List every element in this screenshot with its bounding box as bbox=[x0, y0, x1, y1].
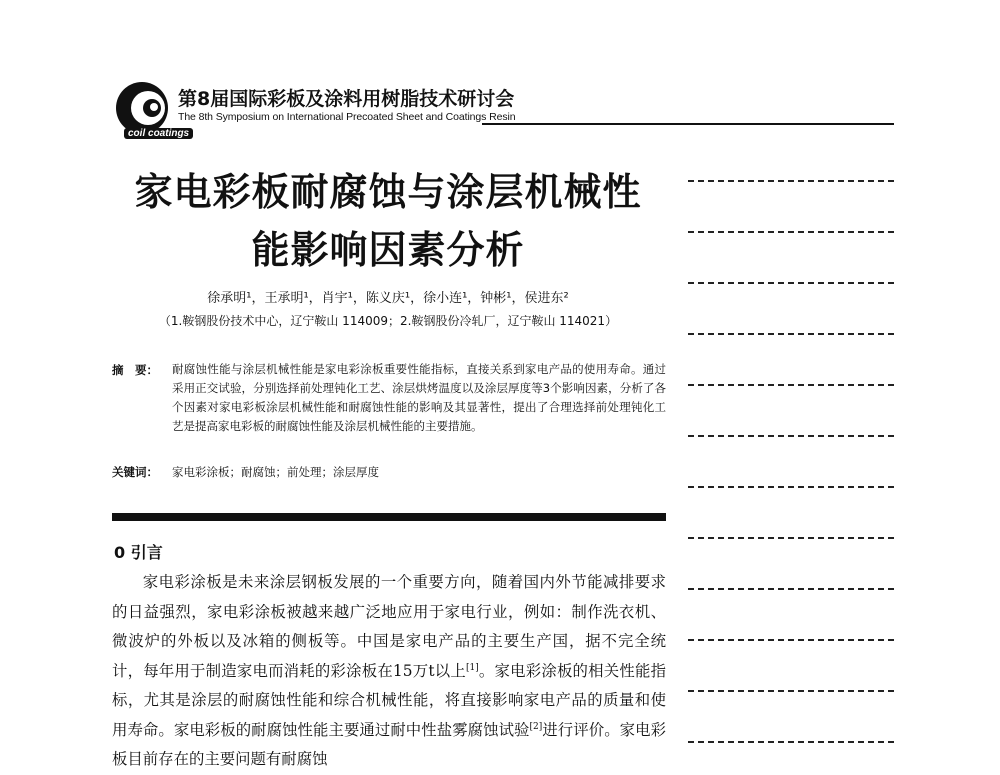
abstract-text: 耐腐蚀性能与涂层机械性能是家电彩涂板重要性能指标，直接关系到家电产品的使用寿命。通过采用正交试验，分别选择前处理钝化工艺、涂层烘烤温度以及涂层厚度等3个影响因素，分析了各个因素对家电彩板涂层机械性能和耐腐蚀性能的影响及其显著性，提出了合理选择前处理钝化工艺是提高家电彩板的耐腐蚀性能及涂层机械性能的主要措施。 bbox=[172, 362, 666, 433]
note-line bbox=[688, 282, 894, 284]
note-line bbox=[688, 384, 894, 386]
body-text-part-3: 进行评价。家电彩板目前存在的主要问题有耐腐蚀 bbox=[112, 720, 666, 768]
note-line bbox=[688, 333, 894, 335]
keywords-text: 家电彩涂板；耐腐蚀；前处理；涂层厚度 bbox=[172, 465, 379, 479]
abstract-label: 摘 要： bbox=[112, 363, 158, 377]
body-text-part-2: 。家电彩涂板的相关性能指标，尤其是涂层的耐腐蚀性能和综合机械性能，将直接影响家电产品的质量和使用寿命。家电彩板的耐腐蚀性能主要通过耐中性盐雾腐蚀试验 bbox=[112, 661, 666, 739]
title-line-1: 家电彩板耐腐蚀与涂层机械性 bbox=[134, 170, 642, 214]
body-paragraph bbox=[112, 568, 666, 775]
note-line bbox=[688, 588, 894, 590]
note-line bbox=[688, 486, 894, 488]
symposium-title-cn: 第8届国际彩板及涂料用树脂技术研讨会 bbox=[178, 88, 515, 110]
authors: 徐承明¹，王承明¹，肖宇¹，陈义庆¹，徐小连¹，钟彬¹，侯进东² bbox=[207, 291, 569, 306]
note-line bbox=[688, 231, 894, 233]
note-line bbox=[688, 741, 894, 743]
citation-ref-2[interactable]: [2] bbox=[529, 721, 543, 732]
title-line-2: 能影响因素分析 bbox=[251, 228, 525, 272]
keywords-label: 关键词： bbox=[112, 465, 158, 479]
note-line bbox=[688, 639, 894, 641]
affiliations: （1.鞍钢股份技术中心，辽宁鞍山 114009；2.鞍钢股份冷轧厂，辽宁鞍山 114021） bbox=[158, 314, 618, 328]
note-line bbox=[688, 690, 894, 692]
paper-title bbox=[110, 163, 666, 279]
note-line bbox=[688, 537, 894, 539]
section-divider bbox=[112, 513, 666, 521]
note-line bbox=[688, 180, 894, 182]
symposium-title-en: The 8th Symposium on International Precoated Sheet and Coatings Resin bbox=[178, 111, 516, 123]
citation-ref-1[interactable]: [1] bbox=[465, 662, 479, 673]
section-heading: 0 引言 bbox=[114, 543, 163, 562]
margin-note-lines bbox=[688, 0, 898, 760]
note-line bbox=[688, 435, 894, 437]
body-text-part-1: 家电彩涂板是未来涂层钢板发展的一个重要方向，随着国内外节能减排要求的日益强烈，家电彩涂板被越来越广泛地应用于家电行业，例如：制作洗衣机、微波炉的外板以及冰箱的侧板等。中国是家电产品的主要生产国，据不完全统计，每年用于制造家电而消耗的彩涂板在15万t以上 bbox=[112, 573, 666, 680]
logo-text: coil coatings bbox=[124, 128, 193, 139]
